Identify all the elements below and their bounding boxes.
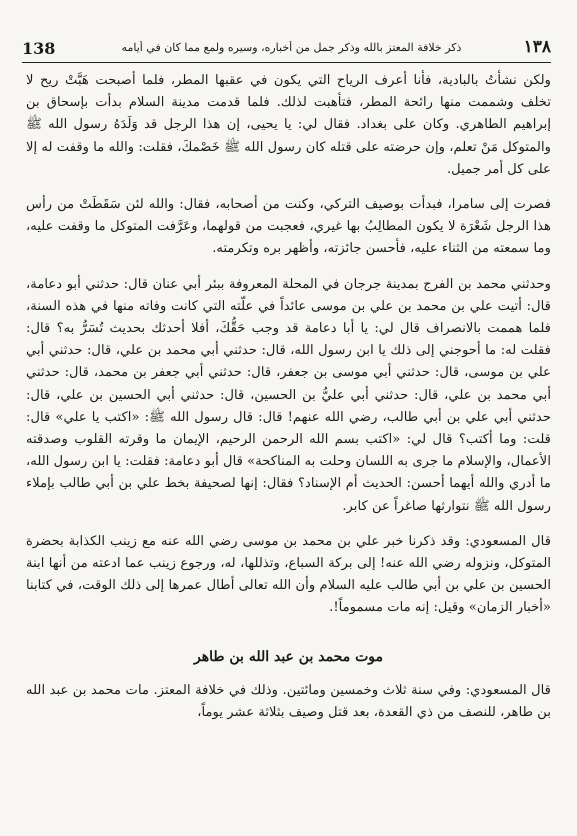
paragraph: فصرت إلى سامرا، فبدأت بوصيف التركي، وكنت من أصحابه، فقال: والله لئن سَقَطَتْ من رأس هذا الرجل شَعْرَة لا يكون المطالِبُ بها غيري، فعجبت من قولهما، وعَرَّفت المتوكل ما وقفت عليه، وما سمعته من الثناء عليه، فأحسن جائزته، وأظهر بره وتكرمته. bbox=[26, 197, 551, 257]
page-body bbox=[26, 70, 551, 724]
section-heading: موت محمد بن عبد الله بن طاهر bbox=[194, 648, 383, 665]
paragraph: قال المسعودي: وفي سنة ثلاث وخمسين ومائتين. وذلك في خلافة المعتز. مات محمد بن عبد الله بن طاهر، للنصف من ذي القعدة، بعد قتل وصيف بثلاثة عشر يوماً، bbox=[26, 682, 551, 721]
paragraph: قال المسعودي: وقد ذكرنا خبر علي بن محمد بن موسى رضي الله عنه مع زينب الكذابة بحضرة المتوكل، ونزوله رضي الله عنه! إلى بركة السباع، وتذللها، له، ورجوع زينب عما ادعته من أنها ابنة الحسين بن علي بن أبي طالب عليه السلام وأن الله تعالى أطال عمرها إلى ذلك الوقت، في كتابنا «أخبار الزمان» وقيل: إنه مات مسموماً!. bbox=[26, 533, 551, 616]
page-number: 138 bbox=[22, 39, 56, 58]
paragraph: وحدثني محمد بن الفرج بمدينة جرجان في المحلة المعروفة ببئر أبي عنان قال: حدثني أبو دعامة، قال: أتيت علي بن محمد بن علي بن موسى عائداً في علّته التي كانت وفاته منها في هذه السنة، فلما هممت بالانصراف قال لي: يا أبا دعامة قد وجب حَقُّكَ، أفلا أحدثك بحديث تُسَرُّ به؟ قال: فقلت له: ما أحوجني إلى ذلك يا ابن رسول الله، قال: حدثني أبي محمد بن علي، قال: حدثني أبي علي بن موسى، قال: حدثني أبي موسى بن جعفر، قال: حدثني أبي جعفر بن محمد، قال: حدثني أبي محمد بن علي، قال: حدثني أبي عليُّ بن الحسين، قال: حدثني أبي الحسين بن علي، قال: حدثني أبي علي بن أبي طالب، رضي الله عنهم! قال: قال رسول الله ﷺ: «اكتب يا علي» قال: قلت: وما أكتب؟ قال لي: «اكتب بسم الله الرحمن الرحيم، الإيمان ما وقرته القلوب وصدقته الأعمال، والإسلام ما جرى به اللسان وحلت به المناكحة» قال أبو دعامة: فقلت: يا ابن رسول الله، ما أدري والله أيهما أحسن: الحديث أم الإسناد؟ فقال: إنها لصحيفة بخط علي بن أبي طالب بإملاء رسول الله ﷺ نتوارثها صاغراً عن كابر. bbox=[26, 276, 551, 514]
paragraph: ولكن نشأتُ بالبادية، فأنا أعرف الرياح التي يكون في عقبها المطر، فلما أصبحت هَبَّتْ ريح لا تخلف وشممت منها رائحة المطر، فتأهبت لذلك. فلما قدمت مدينة السلام بدأت بإسحاق بن إبراهيم الطاهري. وكان على بغداد. فقال لي: يا يحيى، إن هذا الرجل قد وَلَدَهُ رسول الله ﷺ والمتوكل مَنْ تعلم، وإن حرضته على قتله كان رسول الله ﷺ خَصْمكَ، فقلت: والله ما وقفت له إلا على كل أمر جميل. bbox=[26, 73, 551, 177]
page-number-arabic: ١٣٨ bbox=[523, 37, 551, 57]
running-header bbox=[22, 34, 551, 63]
running-title: ذكر خلافة المعتز بالله وذكر جمل من أخباره، وسيره ولمع مما كان في أيامه bbox=[121, 41, 462, 54]
